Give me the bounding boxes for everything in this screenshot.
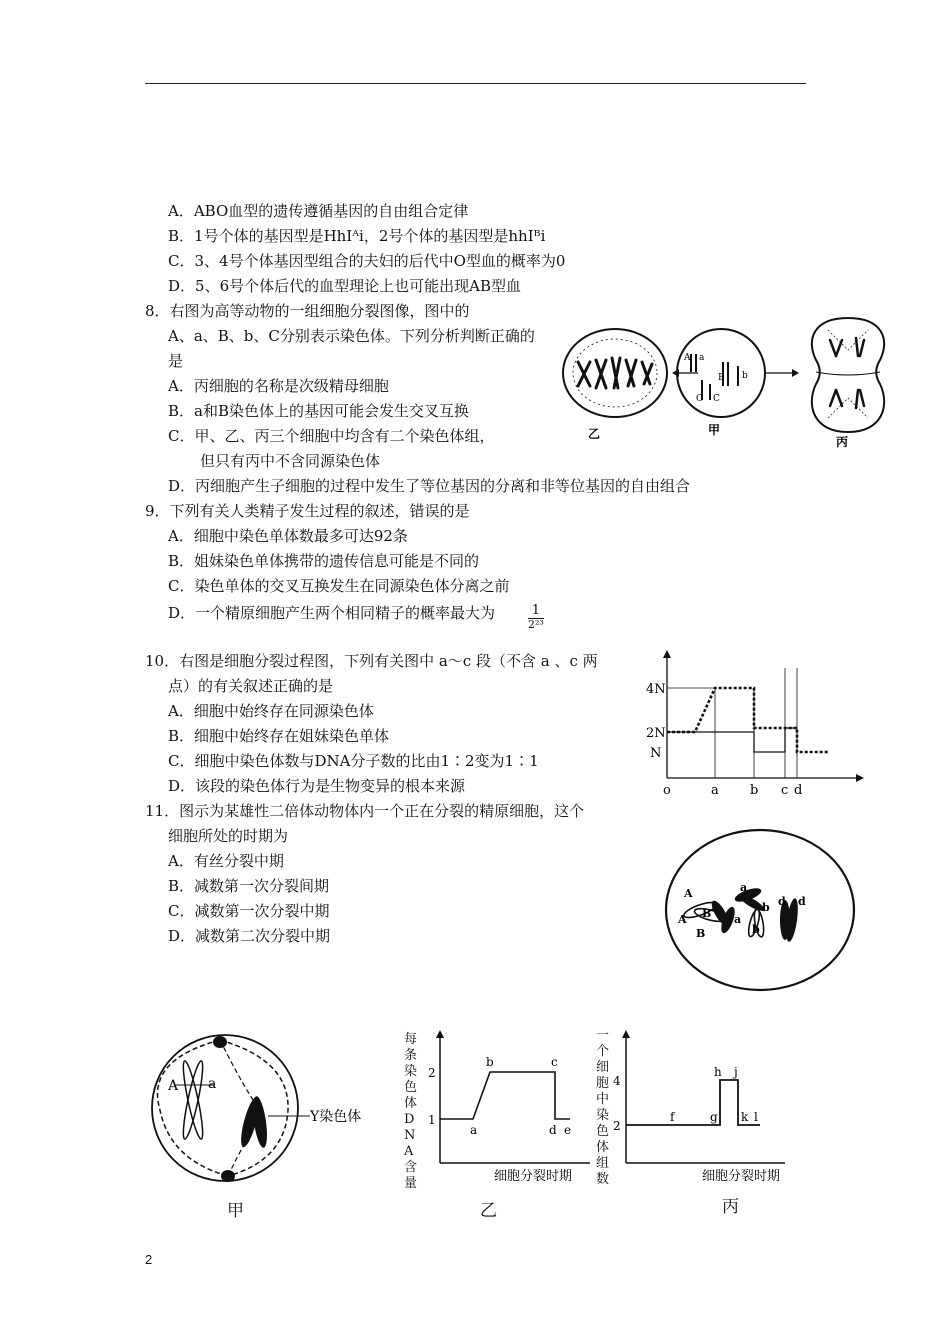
bing-point-k: k	[741, 1110, 749, 1124]
jia-label-a: a	[208, 1076, 217, 1092]
q10-option-c: C．细胞中染色体数与DNA分子数的比由1∶2变为1∶1	[168, 752, 539, 770]
q11-letter-a1: a	[740, 881, 748, 894]
yi-tick-1: 1	[428, 1113, 436, 1127]
jia-y-chromosome-label: Y染色体	[310, 1109, 362, 1125]
q10-stem-2: 点）的有关叙述正确的是	[168, 677, 334, 695]
bing-point-f: f	[670, 1110, 675, 1124]
bottom-jia-figure	[140, 1030, 390, 1190]
header-rule	[145, 83, 806, 84]
jia-letter-B: B	[718, 373, 725, 383]
q8-option-d: D．丙细胞产生子细胞的过程中发生了等位基因的分离和非等位基因的自由组合	[168, 477, 691, 495]
q9-option-b: B．姐妹染色单体携带的遗传信息可能是不同的	[168, 552, 480, 570]
jia-label-A: A	[168, 1078, 179, 1094]
jia-letter-A: A	[684, 353, 691, 363]
q11-option-b: B．减数第一次分裂间期	[168, 877, 330, 895]
bottom-yi-graph	[400, 1028, 600, 1188]
q11-stem-1: 11．图示为某雄性二倍体动物体内一个正在分裂的精原细胞，这个	[145, 802, 585, 820]
q8-option-b: B．a和B染色体上的基因可能会发生交叉互换	[168, 402, 469, 420]
bing-point-g: g	[710, 1110, 718, 1124]
q9-fraction	[528, 604, 544, 631]
q11-letter-B1: B	[702, 907, 712, 920]
q8-stem-3: 是	[168, 352, 184, 370]
bottom-jia-caption: 甲	[227, 1201, 244, 1221]
q11-letter-a2: a	[734, 913, 742, 926]
q9-option-d: D．一个精原细胞产生两个相同精子的概率最大为	[168, 604, 496, 622]
yi-chromosomes	[578, 358, 652, 388]
q9-option-a: A．细胞中染色单体数最多可达92条	[168, 527, 408, 545]
x-label-c: c	[781, 783, 789, 798]
q8-cell-division-figure	[558, 310, 888, 450]
bing-point-l: l	[754, 1110, 758, 1124]
label-jia: 甲	[708, 423, 721, 437]
q11-option-a: A．有丝分裂中期	[168, 852, 284, 870]
q7-option-b: B．1号个体的基因型是HhIᴬi，2号个体的基因型是hhIᴮi	[168, 227, 546, 245]
q7-option-c: C．3、4号个体基因型组合的夫妇的后代中O型血的概率为0	[168, 252, 566, 270]
q8-stem-1: 8．右图为高等动物的一组细胞分裂图像，图中的	[145, 302, 470, 320]
yi-point-b: b	[486, 1055, 494, 1069]
q7-option-a: A．ABO血型的遗传遵循基因的自由组合定律	[168, 202, 469, 220]
q11-letter-b2: b	[752, 923, 760, 936]
bing-y-axis-label: 一个细胞中染色体组数	[596, 1028, 610, 1187]
q8-option-c-2: 但只有丙中不含同源染色体	[200, 452, 381, 470]
jia-letter-a: a	[699, 353, 705, 363]
bottom-yi-caption: 乙	[480, 1201, 497, 1221]
q11-option-d: D．减数第二次分裂中期	[168, 927, 331, 945]
jia-letter-C1: C	[696, 394, 703, 404]
label-bing: 丙	[836, 435, 849, 449]
label-yi: 乙	[588, 427, 601, 441]
yi-point-a: a	[470, 1123, 478, 1137]
bing-tick-4: 4	[613, 1074, 621, 1088]
bing-tick-2: 2	[613, 1119, 621, 1133]
x-label-b: b	[750, 783, 759, 798]
q11-letter-d1: d	[778, 895, 786, 908]
x-label-o: o	[663, 783, 671, 798]
yi-point-d: d	[549, 1123, 557, 1137]
bottom-bing-caption: 丙	[722, 1197, 739, 1217]
q7-option-d: D．5、6号个体后代的血型理论上也可能出现AB型血	[168, 277, 521, 295]
q8-option-a: A．丙细胞的名称是次级精母细胞	[168, 377, 389, 395]
x-label-d: d	[794, 783, 803, 798]
q9-fraction-numerator: 1	[528, 604, 544, 619]
x-label-a: a	[711, 783, 719, 798]
q11-letter-A2: A	[678, 913, 687, 926]
q11-letter-A1: A	[684, 887, 693, 900]
q10-option-b: B．细胞中始终存在姐妹染色单体	[168, 727, 390, 745]
bing-point-h: h	[714, 1065, 722, 1079]
jia-letter-C2: C	[713, 394, 720, 404]
q9-option-c: C．染色单体的交叉互换发生在同源染色体分离之前	[168, 577, 510, 595]
q10-graph	[640, 648, 870, 798]
q10-stem-1: 10．右图是细胞分裂过程图，下列有关图中 a～c 段（不含 a 、c 两	[145, 652, 598, 670]
bing-x-axis-label: 细胞分裂时期	[702, 1169, 781, 1184]
yi-tick-2: 2	[428, 1066, 436, 1080]
jia-letter-b: b	[742, 371, 748, 381]
bottom-bing-graph	[600, 1026, 800, 1188]
q8-stem-2: A、a、B、b、C分别表示染色体。下列分析判断正确的	[168, 327, 535, 345]
q10-option-d: D．该段的染色体行为是生物变异的根本来源	[168, 777, 466, 795]
y-label-N: N	[650, 746, 662, 761]
y-label-2N: 2N	[646, 726, 666, 741]
q8-option-c-1: C．甲、乙、丙三个细胞中均含有二个染色体组，	[168, 427, 495, 445]
bing-point-j: j	[734, 1065, 738, 1079]
page-number: 2	[145, 1252, 153, 1267]
q9-fraction-denominator: 2²³	[528, 618, 544, 631]
yi-point-e: e	[564, 1123, 572, 1137]
q11-stem-2: 细胞所处的时期为	[168, 827, 289, 845]
y-label-4N: 4N	[646, 682, 666, 697]
yi-x-axis-label: 细胞分裂时期	[494, 1169, 573, 1184]
yi-point-c: c	[551, 1055, 558, 1069]
q10-option-a: A．细胞中始终存在同源染色体	[168, 702, 374, 720]
q9-stem: 9．下列有关人类精子发生过程的叙述，错误的是	[145, 502, 470, 520]
q11-option-c: C．减数第一次分裂中期	[168, 902, 330, 920]
q11-letter-d2: d	[798, 895, 806, 908]
q11-letter-b1: b	[762, 901, 770, 914]
yi-y-axis-label: 每条染色体DNA含量	[404, 1032, 418, 1191]
q11-letter-B2: B	[696, 927, 706, 940]
q11-cell-figure	[660, 825, 860, 995]
